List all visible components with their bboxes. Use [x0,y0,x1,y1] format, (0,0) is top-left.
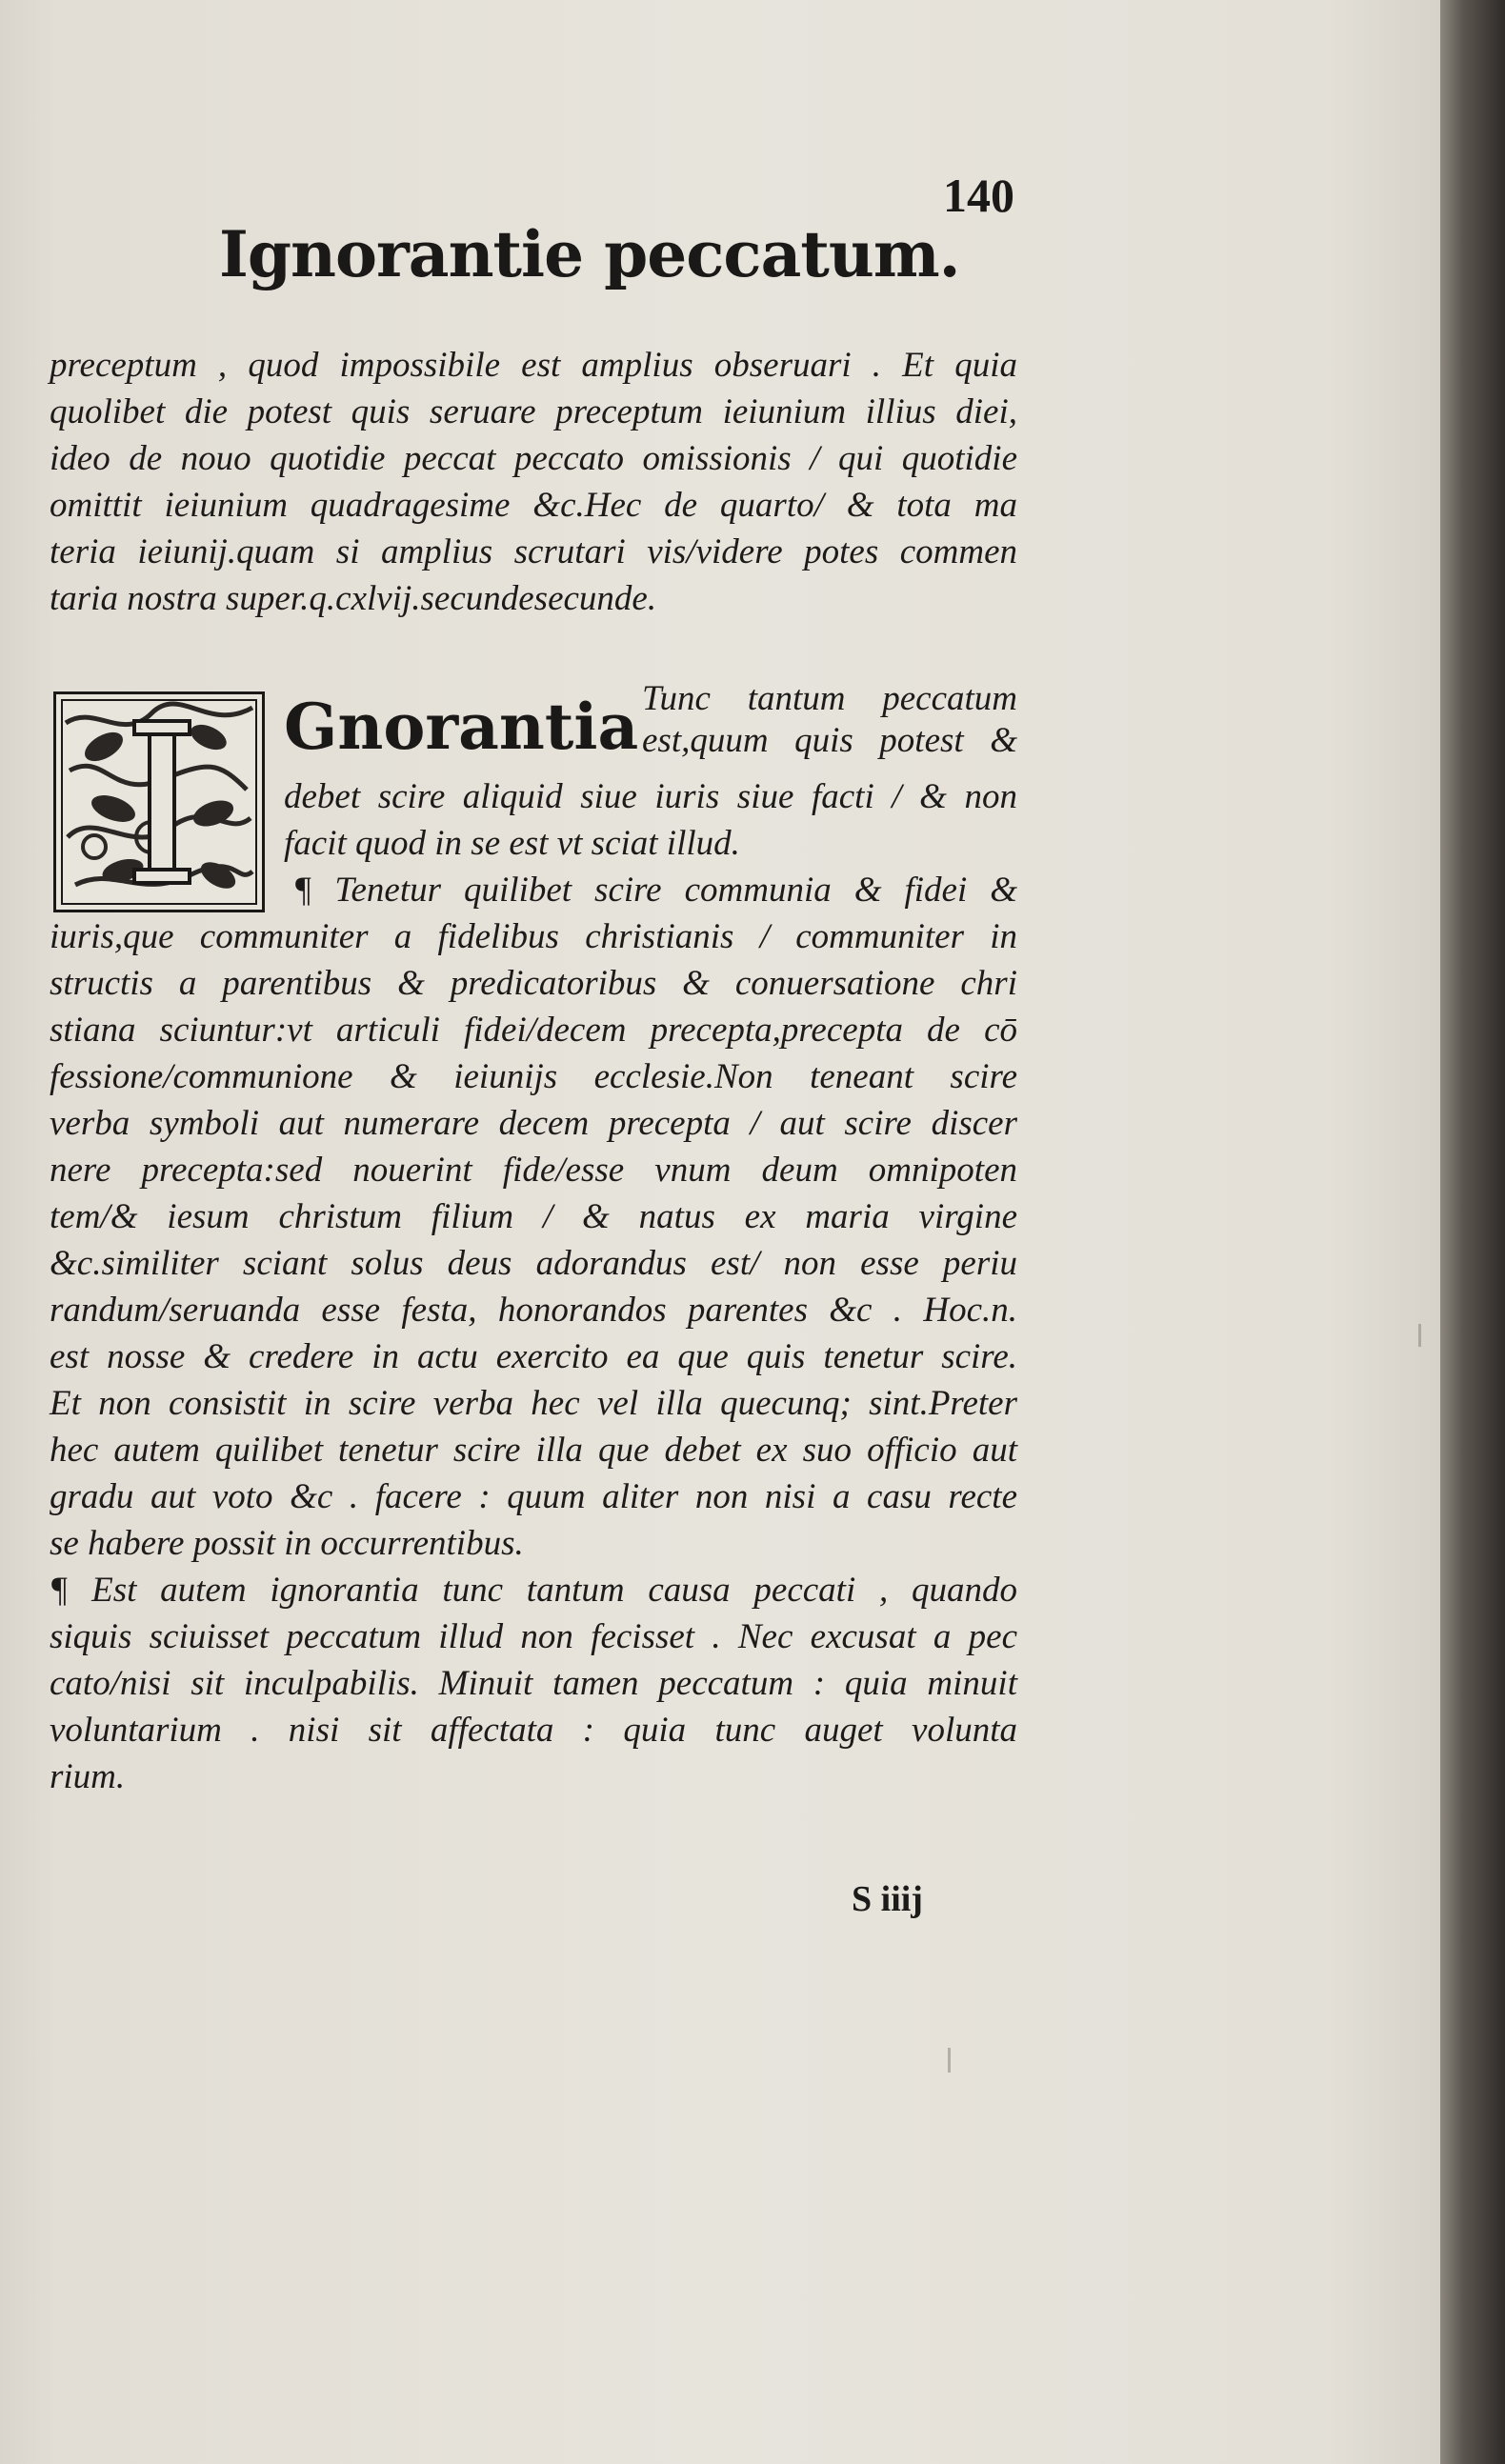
text-line: iuris,que communiter a fidelibus christianis / communiter in [50,917,1017,956]
running-title: Ignorantie peccatum. [219,217,960,291]
text-line: debet scire aliquid siue iuris siue facti / & non [284,777,1017,816]
text-line: structis a parentibus & predicatoribus & conuersatione chri [50,964,1017,1003]
text-line: voluntarium . nisi sit affectata : quia tunc auget volunta [50,1711,1017,1750]
text-line: siquis sciuisset peccatum illud non fecisset . Nec excusat a pec [50,1617,1017,1656]
text-line: ideo de nouo quotidie peccat peccato omissionis / qui quotidie [50,439,1017,478]
ink-speck [948,2048,951,2073]
text-line: tem/& iesum christum filium / & natus ex maria virgine [50,1197,1017,1236]
text-line: Tunc tantum peccatum [642,679,1017,718]
text-line: &c.similiter sciant solus deus adorandus est/ non esse periu [50,1244,1017,1283]
text-line: randum/seruanda esse festa, honorandos parentes &c . Hoc.n. [50,1291,1017,1330]
foliage-ornament-icon [56,694,262,910]
folio-number: 140 [943,169,1014,222]
text-line: fessione/communione & ieiunijs ecclesie.Non teneant scire [50,1057,1017,1096]
text-line: quolibet die potest quis seruare preceptum ieiunium illius diei, [50,392,1017,431]
text-line: stiana sciuntur:vt articuli fidei/decem precepta,precepta de cō [50,1011,1017,1050]
text-line: nere precepta:sed nouerint fide/esse vnum deum omnipoten [50,1151,1017,1190]
signature-mark: S iiij [852,1879,923,1919]
paragraph-mark-line: ¶ Est autem ignorantia tunc tantum causa peccati , quando [50,1571,1017,1610]
text-line: hec autem quilibet tenetur scire illa que debet ex suo officio aut [50,1431,1017,1470]
text-line: est nosse & credere in actu exercito ea que quis tenetur scire. [50,1337,1017,1376]
article-heading: Gnorantia [284,690,639,764]
ink-speck [1418,1324,1421,1347]
page-edge-shadow [1440,0,1505,2464]
paragraph-mark-line: ¶ Tenetur quilibet scire communia & fidei & [293,871,1017,910]
text-line: cato/nisi sit inculpabilis. Minuit tamen peccatum : quia minuit [50,1664,1017,1703]
text-line: taria nostra super.q.cxlvij.secundesecunde. [50,579,657,618]
text-line: Et non consistit in scire verba hec vel illa quecunq; sint.Preter [50,1384,1017,1423]
woodcut-initial [53,691,265,912]
text-line: preceptum , quod impossibile est amplius obseruari . Et quia [50,346,1017,385]
text-line: est,quum quis potest & [642,721,1017,760]
text-line: facit quod in se est vt sciat illud. [284,824,740,863]
article-heading-tail [642,678,1017,762]
text-line: teria ieiunij.quam si amplius scrutari vis/videre potes commen [50,532,1017,571]
text-line: omittit ieiunium quadragesime &c.Hec de quarto/ & tota ma [50,486,1017,525]
text-line: gradu aut voto &c . facere : quum aliter non nisi a casu recte [50,1477,1017,1516]
text-line: se habere possit in occurrentibus. [50,1524,524,1563]
text-line: verba symboli aut numerare decem precepta / aut scire discer [50,1104,1017,1143]
text-line: rium. [50,1757,126,1796]
